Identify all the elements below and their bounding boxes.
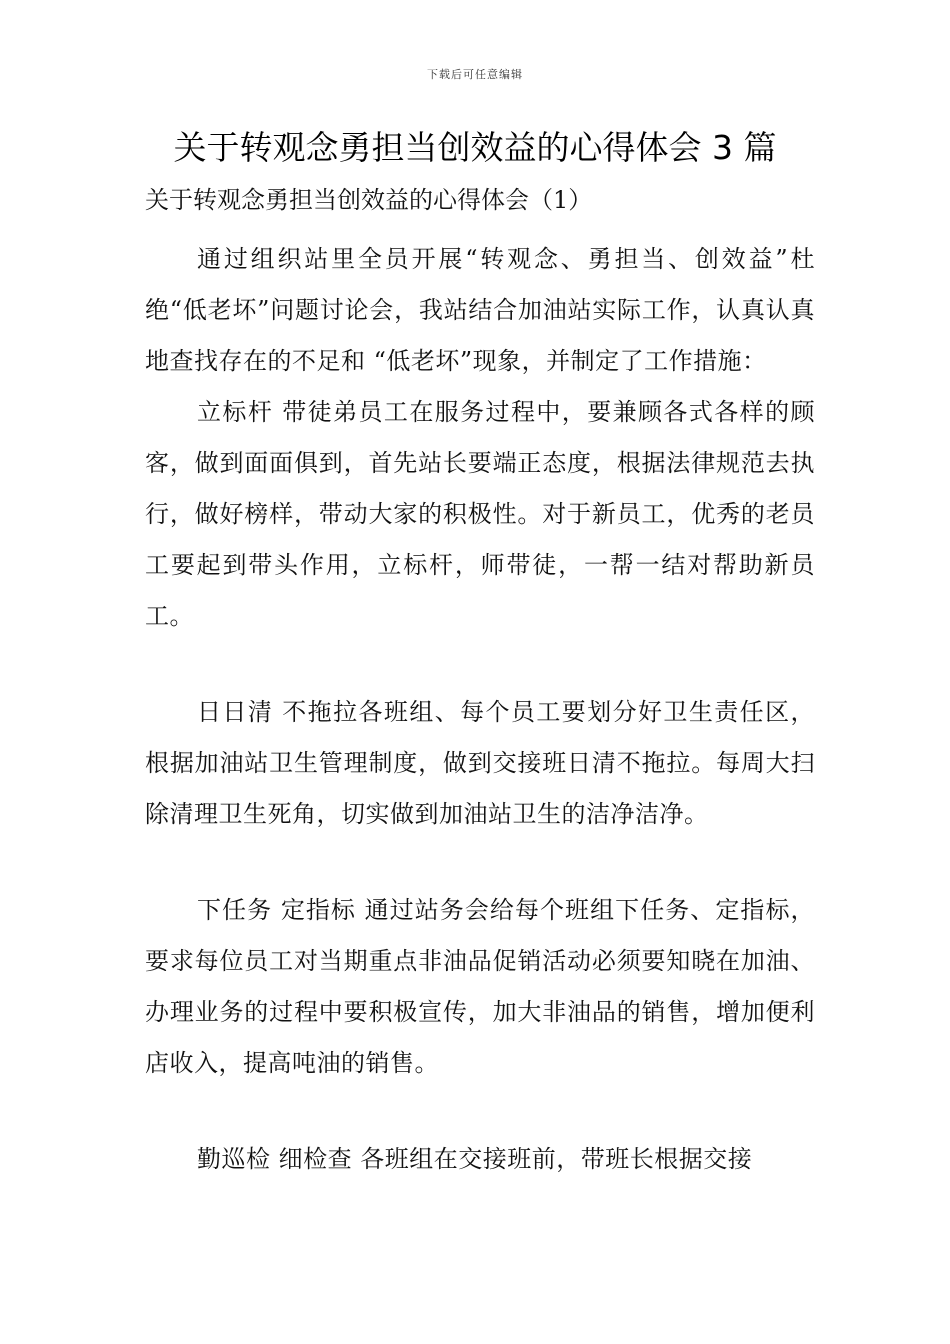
header-note: 下载后可任意编辑 bbox=[427, 68, 523, 81]
paragraph-benchmark: 立标杆 带徒弟员工在服务过程中，要兼顾各式各样的顾客，做到面面俱到，首先站长要端正态度，根据法律规范去执行，做好榜样，带动大家的积极性。对于新员工，优秀的老员工要起到带头作用，立标杆，师带徒，一帮一结对帮助新员工。 bbox=[145, 398, 815, 630]
spacer bbox=[145, 1089, 815, 1134]
spacer bbox=[145, 222, 815, 234]
spacer bbox=[145, 642, 815, 687]
section-subtitle: 关于转观念勇担当创效益的心得体会（1） bbox=[145, 186, 593, 214]
paragraph-daily-clean: 日日清 不拖拉各班组、每个员工要划分好卫生责任区，根据加油站卫生管理制度，做到交接班日清不拖拉。每周大扫除清理卫生死角，切实做到加油站卫生的洁净洁净。 bbox=[145, 698, 815, 828]
document-title: 关于转观念勇担当创效益的心得体会 3 篇 bbox=[173, 128, 777, 167]
paragraph-inspection: 勤巡检 细检查 各班组在交接班前，带班长根据交接 bbox=[197, 1145, 753, 1173]
document-body bbox=[145, 178, 815, 1185]
paragraph-intro: 通过组织站里全员开展“转观念、勇担当、创效益”杜绝“低老坏”问题讨论会，我站结合加油站实际工作，认真认真地查找存在的不足和 “低老坏”现象，并制定了工作措施： bbox=[145, 245, 815, 375]
spacer bbox=[145, 840, 815, 885]
paragraph-tasks-targets: 下任务 定指标 通过站务会给每个班组下任务、定指标，要求每位员工对当期重点非油品促销活动必须要知晓在加油、办理业务的过程中要积极宣传，加大非油品的销售，增加便利店收入，提高吨油的销售。 bbox=[145, 896, 815, 1077]
